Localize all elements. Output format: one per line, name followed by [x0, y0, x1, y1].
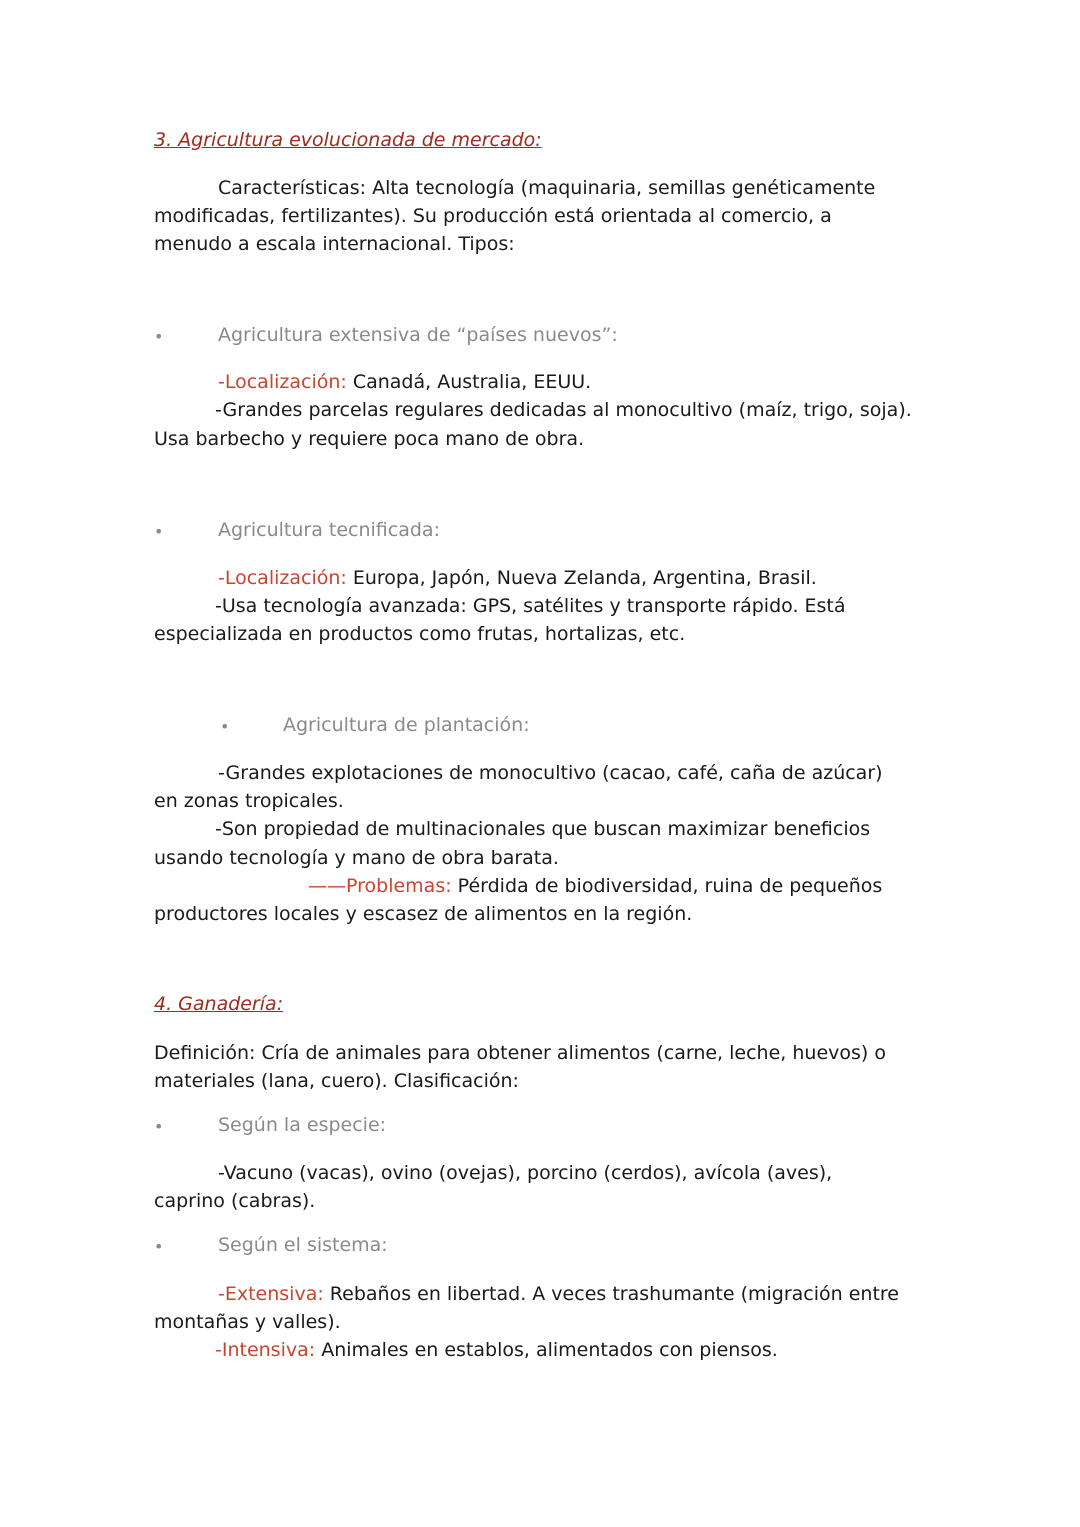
bullet-icon: • [154, 1117, 164, 1136]
extensive-line-2: montañas y valles). [154, 1311, 341, 1333]
type-3-line-4: usando tecnología y mano de obra barata. [154, 847, 559, 869]
type-1-title: Agricultura extensiva de “países nuevos”: [218, 324, 618, 346]
extensive-label: -Extensiva: [218, 1283, 324, 1305]
section-4-definition-line-2: materiales (lana, cuero). Clasificación: [154, 1070, 519, 1092]
section-3-intro-line-1: Características: Alta tecnología (maquinaria, semillas genéticamente [218, 177, 876, 199]
section-3-heading: 3. Agricultura evolucionada de mercado: [154, 129, 542, 151]
species-line-2: caprino (cabras). [154, 1190, 316, 1212]
type-3-line-6: productores locales y escasez de alimentos en la región. [154, 903, 693, 925]
section-4-definition-line-1: Definición: Cría de animales para obtener alimentos (carne, leche, huevos) o [154, 1042, 886, 1064]
intensive-label: -Intensiva: [215, 1339, 316, 1361]
species-title: Según la especie: [218, 1114, 387, 1136]
intensive-value: Animales en establos, alimentados con piensos. [315, 1339, 778, 1361]
type-1-line-3: Usa barbecho y requiere poca mano de obra. [154, 428, 585, 450]
type-3-title: Agricultura de plantación: [283, 714, 530, 736]
type-2-title: Agricultura tecnificada: [218, 519, 440, 541]
intensive-line [215, 1336, 778, 1364]
type-2-location-label: -Localización: [218, 567, 347, 589]
type-3-problems-label: ——Problemas: [308, 875, 452, 897]
system-title: Según el sistema: [218, 1234, 388, 1256]
bullet-icon: • [154, 522, 164, 541]
type-1-line-2: -Grandes parcelas regulares dedicadas al monocultivo (maíz, trigo, soja). [215, 399, 912, 421]
bullet-icon: • [154, 1237, 164, 1256]
section-4-heading: 4. Ganadería: [154, 993, 284, 1015]
bullet-icon: • [220, 717, 230, 736]
type-2-line-2: -Usa tecnología avanzada: GPS, satélites y transporte rápido. Está [215, 595, 846, 617]
type-1-location-label: -Localización: [218, 371, 347, 393]
type-2-line-3: especializada en productos como frutas, hortalizas, etc. [154, 623, 686, 645]
type-1-location-line [218, 368, 591, 396]
bullet-icon: • [154, 327, 164, 346]
section-3-intro-line-3: menudo a escala internacional. Tipos: [154, 233, 515, 255]
species-line-1: -Vacuno (vacas), ovino (ovejas), porcino (cerdos), avícola (aves), [218, 1162, 833, 1184]
type-1-location-value: Canadá, Australia, EEUU. [346, 371, 592, 393]
type-2-location-line [218, 564, 817, 592]
type-3-line-1: -Grandes explotaciones de monocultivo (cacao, café, caña de azúcar) [218, 762, 883, 784]
section-3-intro-line-2: modificadas, fertilizantes). Su producción está orientada al comercio, a [154, 205, 832, 227]
type-3-problems-value: Pérdida de biodiversidad, ruina de pequeños [451, 875, 883, 897]
type-3-line-3: -Son propiedad de multinacionales que buscan maximizar beneficios [215, 818, 871, 840]
type-2-location-value: Europa, Japón, Nueva Zelanda, Argentina, Brasil. [346, 567, 817, 589]
type-3-problems-line [308, 872, 882, 900]
extensive-value: Rebaños en libertad. A veces trashumante (migración entre [323, 1283, 899, 1305]
extensive-line [218, 1280, 899, 1308]
type-3-line-2: en zonas tropicales. [154, 790, 344, 812]
